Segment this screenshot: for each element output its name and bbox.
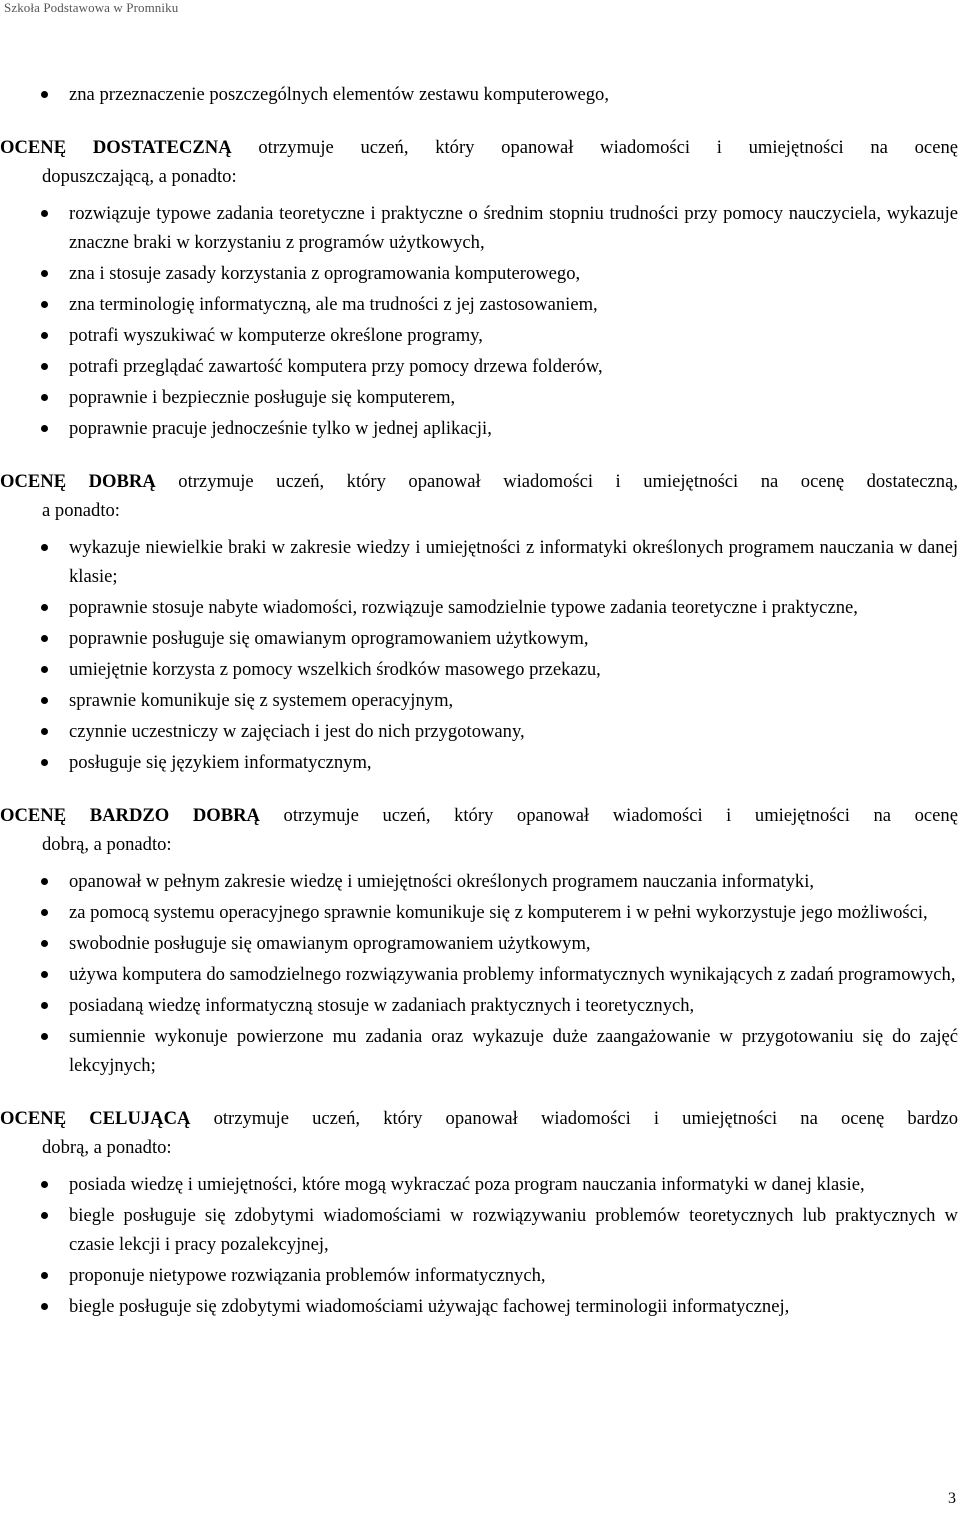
grades-section <box>0 133 960 1321</box>
list-item <box>0 533 960 591</box>
bullet-icon <box>41 363 48 370</box>
bullet-icon <box>41 1033 48 1040</box>
list-item-text: zna i stosuje zasady korzystania z oprogramowania komputerowego, <box>69 263 581 284</box>
grade-block <box>0 467 960 777</box>
list-item-text: umiejętnie korzysta z pomocy wszelkich środków masowego przekazu, <box>69 659 601 680</box>
grade-description-continued: a ponadto: <box>42 500 120 521</box>
grade-description: otrzymuje uczeń, który opanował wiadomości i umiejętności na ocenę dostateczną, <box>155 471 958 492</box>
bullet-icon <box>41 544 48 551</box>
bullet-icon <box>41 1002 48 1009</box>
intro-list <box>0 80 960 109</box>
list-item-text: czynnie uczestniczy w zajęciach i jest do nich przygotowany, <box>69 721 525 742</box>
list-item-text: posiada wiedzę i umiejętności, które mogą wykraczać poza program nauczania informatyki w danej klasie, <box>69 1174 865 1195</box>
list-item-text: wykazuje niewielkie braki w zakresie wiedzy i umiejętności z informatyki określonych programem nauczania w danej klasie; <box>69 537 958 587</box>
bullet-icon <box>41 878 48 885</box>
bullet-icon <box>41 270 48 277</box>
grade-requirements-list <box>0 867 960 1080</box>
grade-requirements-list <box>0 1170 960 1321</box>
list-item <box>0 748 960 777</box>
list-item <box>0 624 960 653</box>
list-item <box>0 929 960 958</box>
grade-heading <box>0 133 960 191</box>
bullet-icon <box>41 1212 48 1219</box>
page-header: Szkoła Podstawowa w Promniku <box>4 0 179 15</box>
list-item <box>0 1261 960 1290</box>
grade-name: OCENĘ CELUJĄCĄ <box>0 1108 191 1129</box>
list-item-text: opanował w pełnym zakresie wiedzę i umiejętności określonych programem nauczania informatyki, <box>69 871 815 892</box>
grade-heading <box>0 467 960 525</box>
grade-description-continued: dobrą, a ponadto: <box>42 1137 172 1158</box>
grade-description: otrzymuje uczeń, który opanował wiadomości i umiejętności na ocenę bardzo <box>190 1108 958 1129</box>
grade-block <box>0 1104 960 1321</box>
list-item-text: zna terminologię informatyczną, ale ma trudności z jej zastosowaniem, <box>69 294 598 315</box>
grade-requirements-list <box>0 199 960 443</box>
list-item <box>0 199 960 257</box>
list-item-text: używa komputera do samodzielnego rozwiązywania problemy informatycznych wynikających z zadań programowych, <box>69 964 956 985</box>
bullet-icon <box>41 971 48 978</box>
list-item-text: rozwiązuje typowe zadania teoretyczne i praktyczne o średnim stopniu trudności przy pomocy nauczyciela, wykazuje znaczne braki w korzystaniu z programów użytkowych, <box>69 203 958 253</box>
list-item <box>0 593 960 622</box>
list-item-text: biegle posługuje się zdobytymi wiadomościami używając fachowej terminologii informatycznej, <box>69 1296 790 1317</box>
bullet-icon <box>41 697 48 704</box>
bullet-icon <box>41 759 48 766</box>
list-item <box>0 290 960 319</box>
list-item <box>0 352 960 381</box>
bullet-icon <box>41 91 48 98</box>
grade-block <box>0 801 960 1080</box>
list-item <box>0 717 960 746</box>
grade-heading <box>0 1104 960 1162</box>
list-item-text: sprawnie komunikuje się z systemem operacyjnym, <box>69 690 454 711</box>
list-item-text: poprawnie posługuje się omawianym oprogramowaniem użytkowym, <box>69 628 589 649</box>
list-item <box>0 1201 960 1259</box>
list-item-text: poprawnie i bezpiecznie posługuje się komputerem, <box>69 387 456 408</box>
list-item-text: posługuje się językiem informatycznym, <box>69 752 372 773</box>
list-item-text: swobodnie posługuje się omawianym oprogramowaniem użytkowym, <box>69 933 591 954</box>
list-item-text: poprawnie pracuje jednocześnie tylko w jednej aplikacji, <box>69 418 492 439</box>
grade-description: otrzymuje uczeń, który opanował wiadomości i umiejętności na ocenę <box>231 137 958 158</box>
list-item-text: potrafi przeglądać zawartość komputera przy pomocy drzewa folderów, <box>69 356 603 377</box>
list-item <box>0 383 960 412</box>
grade-heading-line <box>0 801 958 830</box>
bullet-icon <box>41 666 48 673</box>
list-item-text: posiadaną wiedzę informatyczną stosuje w zadaniach praktycznych i teoretycznych, <box>69 995 695 1016</box>
page-number: 3 <box>948 1490 956 1507</box>
list-item <box>0 867 960 896</box>
list-item-text: zna przeznaczenie poszczególnych elementów zestawu komputerowego, <box>69 84 609 105</box>
bullet-icon <box>41 210 48 217</box>
list-item-text: biegle posługuje się zdobytymi wiadomościami w rozwiązywaniu problemów teoretycznych lub praktycznych w czasie lekcji i pracy pozalekcyjnej, <box>69 1205 958 1255</box>
grade-name: OCENĘ DOBRĄ <box>0 471 156 492</box>
list-item <box>0 655 960 684</box>
bullet-icon <box>41 301 48 308</box>
list-item-text: za pomocą systemu operacyjnego sprawnie komunikuje się z komputerem i w pełni wykorzystuje jego możliwości, <box>69 902 928 923</box>
bullet-icon <box>41 909 48 916</box>
bullet-icon <box>41 394 48 401</box>
list-item <box>0 1292 960 1321</box>
grade-heading-line <box>0 1104 958 1133</box>
bullet-icon <box>41 1303 48 1310</box>
list-item-text: poprawnie stosuje nabyte wiadomości, rozwiązuje samodzielnie typowe zadania teoretyczne i praktyczne, <box>69 597 858 618</box>
list-item <box>0 960 960 989</box>
bullet-icon <box>41 1272 48 1279</box>
list-item <box>0 80 960 109</box>
list-item <box>0 414 960 443</box>
list-item-text: potrafi wyszukiwać w komputerze określone programy, <box>69 325 483 346</box>
grade-requirements-list <box>0 533 960 777</box>
bullet-icon <box>41 940 48 947</box>
grade-description-continued: dobrą, a ponadto: <box>42 834 172 855</box>
list-item <box>0 686 960 715</box>
grade-name: OCENĘ DOSTATECZNĄ <box>0 137 232 158</box>
bullet-icon <box>41 728 48 735</box>
bullet-icon <box>41 604 48 611</box>
list-item-text: proponuje nietypowe rozwiązania problemów informatycznych, <box>69 1265 546 1286</box>
list-item-text: sumiennie wykonuje powierzone mu zadania oraz wykazuje duże zaangażowanie w przygotowaniu się do zajęć lekcyjnych; <box>69 1026 958 1076</box>
bullet-icon <box>41 332 48 339</box>
grade-block <box>0 133 960 443</box>
list-item <box>0 991 960 1020</box>
grade-heading-line <box>0 133 958 162</box>
list-item <box>0 898 960 927</box>
list-item <box>0 259 960 288</box>
list-item <box>0 321 960 350</box>
document-body <box>0 80 960 1323</box>
list-item <box>0 1170 960 1199</box>
list-item <box>0 1022 960 1080</box>
grade-heading-line <box>0 467 958 496</box>
grade-name: OCENĘ BARDZO DOBRĄ <box>0 805 260 826</box>
grade-heading <box>0 801 960 859</box>
bullet-icon <box>41 425 48 432</box>
grade-description-continued: dopuszczającą, a ponadto: <box>42 166 237 187</box>
bullet-icon <box>41 1181 48 1188</box>
bullet-icon <box>41 635 48 642</box>
grade-description: otrzymuje uczeń, który opanował wiadomości i umiejętności na ocenę <box>259 805 958 826</box>
